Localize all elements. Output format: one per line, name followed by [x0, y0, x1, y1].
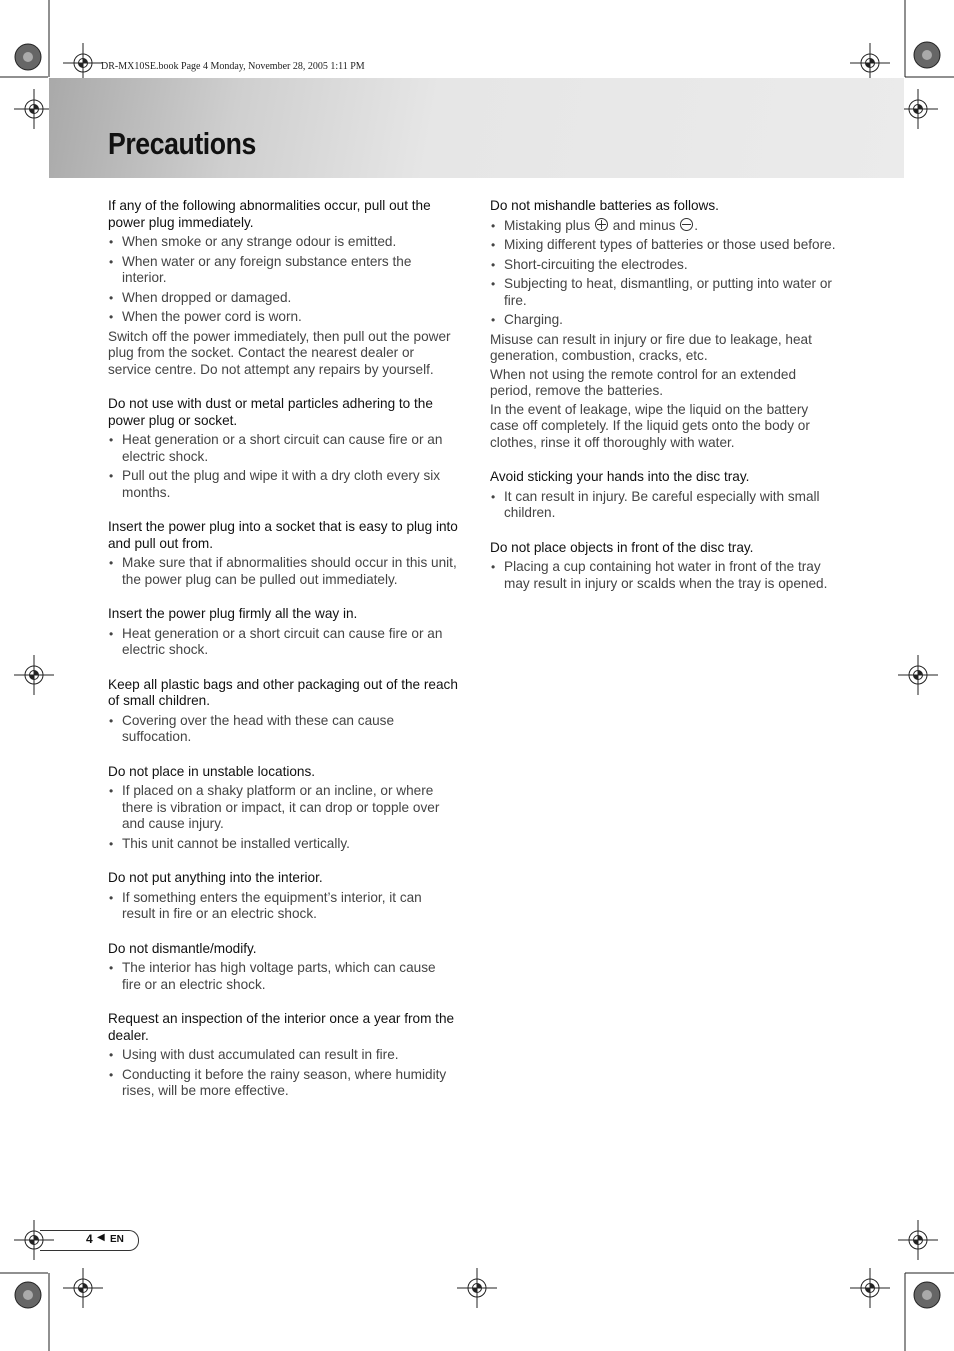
section-heading: If any of the following abnormalities occur, pull out the power plug immediately.	[108, 198, 431, 230]
section-plastic-bags	[108, 677, 458, 746]
list-item: • If placed on a shaky platform or an incline, or where there is vibration or impact, it can drop or topple over and cause injury.	[108, 783, 458, 833]
section-heading: Keep all plastic bags and other packaging out of the reach of small children.	[108, 676, 458, 708]
section-heading: Do not put anything into the interior.	[108, 870, 323, 885]
list-item: • When the power cord is worn.	[108, 309, 458, 326]
list-item: • The interior has high voltage parts, which can cause fire or an electric shock.	[108, 960, 458, 993]
list-item: • Make sure that if abnormalities should occur in this unit, the power plug can be pulled out immediately.	[108, 555, 458, 588]
list-item: • Short-circuiting the electrodes.	[490, 257, 838, 274]
mistaking-middle: and minus	[612, 217, 676, 233]
section-batteries	[490, 198, 838, 451]
section-interior	[108, 870, 458, 923]
section-inspection	[108, 1011, 458, 1100]
list-item: • When water or any foreign substance enters the interior.	[108, 254, 458, 287]
left-column	[108, 198, 458, 1118]
section-heading: Do not place objects in front of the disc tray.	[490, 539, 754, 555]
paragraph: In the event of leakage, wipe the liquid on the battery case off completely. If the liquid gets onto the body or clothes, rinse it off thoroughly with water.	[490, 401, 810, 450]
list-item: • Heat generation or a short circuit can cause fire or an electric shock.	[108, 626, 458, 659]
section-plug-firmly	[108, 606, 458, 659]
section-heading: Avoid sticking your hands into the disc tray.	[490, 469, 750, 484]
language-code: EN	[110, 1234, 124, 1245]
section-heading: Do not use with dust or metal particles adhering to the power plug or socket.	[108, 396, 433, 428]
list-item: • This unit cannot be installed vertically.	[108, 836, 458, 853]
triangle-left-icon: ◀	[97, 1232, 105, 1243]
section-unstable	[108, 764, 458, 853]
list-item: • Charging.	[490, 312, 838, 329]
section-dismantle	[108, 941, 458, 994]
mistaking-prefix: Mistaking plus	[504, 217, 591, 233]
list-item: • When dropped or damaged.	[108, 290, 458, 307]
list-item: • Placing a cup containing hot water in front of the tray may result in injury or scalds when the tray is opened.	[490, 559, 838, 592]
section-socket	[108, 519, 458, 588]
section-heading: Insert the power plug into a socket that is easy to plug into and pull out from.	[108, 519, 458, 551]
section-heading: Do not place in unstable locations.	[108, 763, 316, 779]
list-item: • It can result in injury. Be careful especially with small children.	[490, 489, 838, 522]
list-item: • Pull out the plug and wipe it with a dry cloth every six months.	[108, 468, 458, 501]
list-item: • Conducting it before the rainy season, where humidity rises, will be more effective.	[108, 1067, 458, 1100]
file-info: DR-MX10SE.book Page 4 Monday, November 28, 2005 1:11 PM	[101, 61, 365, 72]
section-disc-tray-objects	[490, 540, 838, 593]
plus-icon	[595, 218, 608, 231]
minus-icon	[680, 218, 693, 231]
section-abnormalities	[108, 198, 458, 378]
paragraph: When not using the remote control for an extended period, remove the batteries.	[490, 366, 797, 398]
list-item	[490, 218, 838, 235]
mistaking-suffix: .	[694, 217, 698, 233]
section-heading: Do not dismantle/modify.	[108, 940, 257, 956]
page-number: 4	[86, 1232, 93, 1246]
right-column	[490, 198, 838, 610]
section-heading: Do not mishandle batteries as follows.	[490, 198, 719, 213]
paragraph: Switch off the power immediately, then pull out the power plug from the socket. Contact the nearest dealer or service centre. Do not attempt any repairs by yourself.	[108, 328, 451, 377]
page-title: Precautions	[108, 126, 256, 161]
list-item: • When smoke or any strange odour is emitted.	[108, 234, 458, 251]
list-item: • If something enters the equipment’s interior, it can result in fire or an electric shock.	[108, 890, 458, 923]
list-item: • Subjecting to heat, dismantling, or putting into water or fire.	[490, 276, 838, 309]
list-item: • Using with dust accumulated can result in fire.	[108, 1047, 458, 1064]
paragraph: Misuse can result in injury or fire due to leakage, heat generation, combustion, cracks, etc.	[490, 331, 812, 363]
section-dust	[108, 396, 458, 501]
list-item: • Covering over the head with these can cause suffocation.	[108, 713, 458, 746]
list-item: • Heat generation or a short circuit can cause fire or an electric shock.	[108, 432, 458, 465]
section-disc-tray-hands	[490, 469, 838, 522]
list-item: • Mixing different types of batteries or those used before.	[490, 237, 838, 254]
section-heading: Request an inspection of the interior once a year from the dealer.	[108, 1011, 455, 1043]
section-heading: Insert the power plug firmly all the way in.	[108, 606, 358, 621]
